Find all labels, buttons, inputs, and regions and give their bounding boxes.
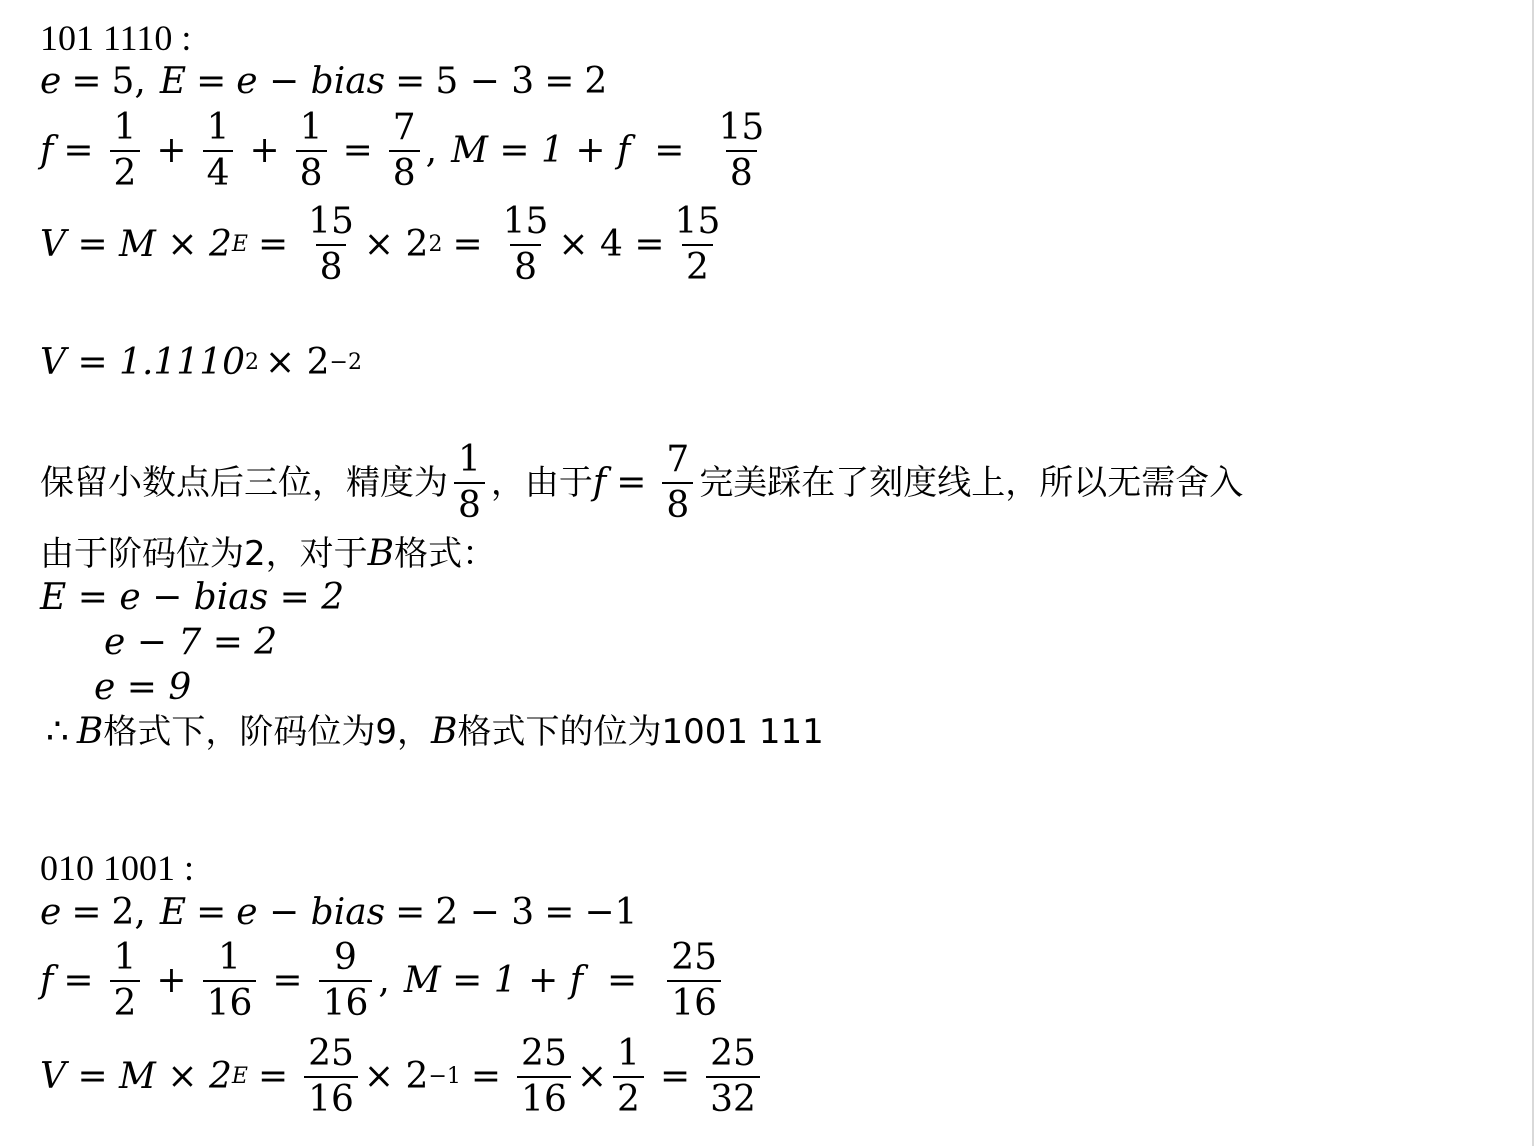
denominator: 2 [682, 244, 713, 286]
fraction [517, 1033, 571, 1120]
equals: = [196, 61, 227, 102]
fraction [110, 107, 141, 194]
plus: + [156, 960, 187, 1001]
equals: = [257, 1056, 289, 1097]
numerator: 7 [392, 107, 416, 148]
times-expr: × 2 [363, 1056, 429, 1097]
note-text: 由于阶码位为2，对于 [40, 534, 368, 574]
E-result: 2 [584, 61, 608, 102]
var-B: B [367, 533, 395, 574]
fraction [499, 201, 553, 288]
section2-value-line [40, 1033, 766, 1120]
fraction [613, 1033, 644, 1120]
var-B: B [76, 711, 104, 752]
fraction [671, 201, 725, 288]
section1-fraction-line [40, 107, 774, 194]
calc-expr: 2 − 3 [435, 892, 535, 933]
equation-E: E = e − bias = 2 [40, 577, 345, 618]
denominator: 16 [667, 980, 721, 1022]
numerator: 25 [308, 1033, 354, 1074]
denominator: 16 [319, 980, 373, 1022]
M-expr: M = 1 + f [403, 960, 584, 1001]
fraction [706, 1033, 760, 1120]
numerator: 1 [617, 1033, 640, 1074]
equals: = [395, 61, 426, 102]
e-value: 2, [111, 892, 146, 933]
conclusion-text: 格式下，阶码位为9， [103, 712, 432, 752]
superscript: E [231, 1064, 248, 1089]
numerator: 1 [458, 439, 481, 480]
equals: = [616, 462, 647, 503]
equation-e-equals-9: e = 9 [94, 667, 192, 708]
conclusion-text: 格式下的位为1001 111 [457, 712, 824, 752]
therefore-symbol: ∴ [46, 711, 69, 752]
section1-binary-value-line [40, 342, 362, 383]
times-expr: × 4 = [558, 224, 665, 265]
equals: = [659, 1056, 691, 1097]
numerator: 7 [666, 439, 690, 480]
comma: , [378, 960, 390, 1001]
denominator: 8 [389, 150, 420, 192]
fraction [203, 937, 257, 1024]
numerator: 9 [334, 937, 357, 978]
times-expr: × 2 [265, 342, 330, 383]
fraction [667, 937, 721, 1024]
equals: = [607, 960, 638, 1001]
note-text: 完美踩在了刻度线上，所以无需舍入 [699, 463, 1244, 503]
plus: + [249, 130, 280, 171]
fraction [304, 201, 358, 288]
var-e: e [40, 61, 62, 102]
fraction [319, 937, 373, 1024]
fraction [110, 937, 141, 1024]
fraction [454, 439, 485, 526]
section1-exponent-line [40, 61, 608, 102]
section2-header: 010 1001 : [40, 848, 195, 888]
bias-expr: e − bias [236, 61, 386, 102]
denominator: 8 [316, 244, 347, 286]
numerator: 25 [521, 1033, 567, 1074]
equals: = [395, 892, 426, 933]
numerator: 25 [671, 937, 718, 978]
fraction [714, 107, 768, 194]
equals: = [342, 130, 373, 171]
var-f: f [40, 130, 54, 171]
numerator: 15 [308, 201, 354, 242]
section1-header: 101 1110 : [40, 18, 192, 58]
equals: = [470, 1056, 502, 1097]
times-expr: × 2 [363, 224, 429, 265]
var-e: e [40, 892, 62, 933]
denominator: 2 [613, 1076, 644, 1118]
equals: = [272, 960, 303, 1001]
numerator: 15 [718, 107, 765, 148]
note-text: 保留小数点后三位，精度为 [40, 463, 448, 503]
superscript: −2 [329, 350, 362, 375]
note-text: 格式： [394, 534, 497, 574]
equation-e-minus-7: e − 7 = 2 [104, 622, 278, 663]
denominator: 8 [726, 150, 757, 192]
superscript: E [231, 232, 248, 257]
V-binary: V = 1.1110 [40, 342, 246, 383]
fraction [304, 1033, 358, 1120]
denominator: 8 [454, 482, 485, 524]
numerator: 15 [502, 201, 549, 242]
numerator: 15 [674, 201, 721, 242]
var-f: f [40, 960, 54, 1001]
equals: = [452, 224, 483, 265]
fraction [203, 107, 234, 194]
equals: = [654, 130, 685, 171]
numerator: 25 [710, 1033, 756, 1074]
var-E: E [159, 892, 187, 933]
var-E: E [159, 61, 187, 102]
page-right-border [1532, 0, 1534, 1146]
denominator: 16 [203, 980, 257, 1022]
section2-fraction-line [40, 937, 727, 1024]
section2-exponent-line [40, 892, 638, 933]
bias-expr: e − bias [236, 892, 386, 933]
equals: = [71, 61, 102, 102]
numerator: 1 [113, 107, 137, 148]
denominator: 4 [203, 150, 234, 192]
V-expr: V = M × 2 [40, 1056, 232, 1097]
denominator: 16 [517, 1076, 571, 1118]
fraction [662, 439, 693, 526]
var-f: f [592, 462, 607, 503]
M-expr: M = 1 + f [451, 130, 631, 171]
exponent-note [40, 533, 497, 574]
note-text: ，由于 [490, 463, 593, 503]
comma: , [425, 130, 438, 171]
equals: = [63, 960, 94, 1001]
superscript: −1 [428, 1064, 461, 1089]
denominator: 8 [510, 244, 541, 286]
equals: = [257, 224, 289, 265]
equals: = [196, 892, 227, 933]
var-B: B [431, 711, 458, 752]
numerator: 1 [218, 937, 241, 978]
equals: = [544, 892, 575, 933]
fraction [296, 107, 327, 194]
equals: = [63, 130, 94, 171]
denominator: 2 [110, 150, 141, 192]
conclusion-line [46, 711, 824, 752]
V-expr: V = M × 2 [40, 224, 232, 265]
subscript: 2 [245, 350, 260, 375]
numerator: 1 [113, 937, 137, 978]
denominator: 8 [662, 482, 693, 524]
denominator: 32 [706, 1076, 760, 1118]
numerator: 1 [299, 107, 323, 148]
E-result: −1 [584, 892, 638, 933]
numerator: 1 [206, 107, 230, 148]
e-value: 5, [111, 61, 146, 102]
plus: + [156, 130, 187, 171]
equals: = [544, 61, 575, 102]
calc-expr: 5 − 3 [435, 61, 535, 102]
denominator: 16 [304, 1076, 358, 1118]
denominator: 8 [296, 150, 327, 192]
equals: = [71, 892, 102, 933]
fraction [389, 107, 420, 194]
section1-value-line [40, 201, 730, 288]
denominator: 2 [110, 980, 141, 1022]
superscript: 2 [428, 232, 443, 257]
rounding-note [40, 439, 1244, 526]
times-symbol: × [576, 1056, 608, 1097]
